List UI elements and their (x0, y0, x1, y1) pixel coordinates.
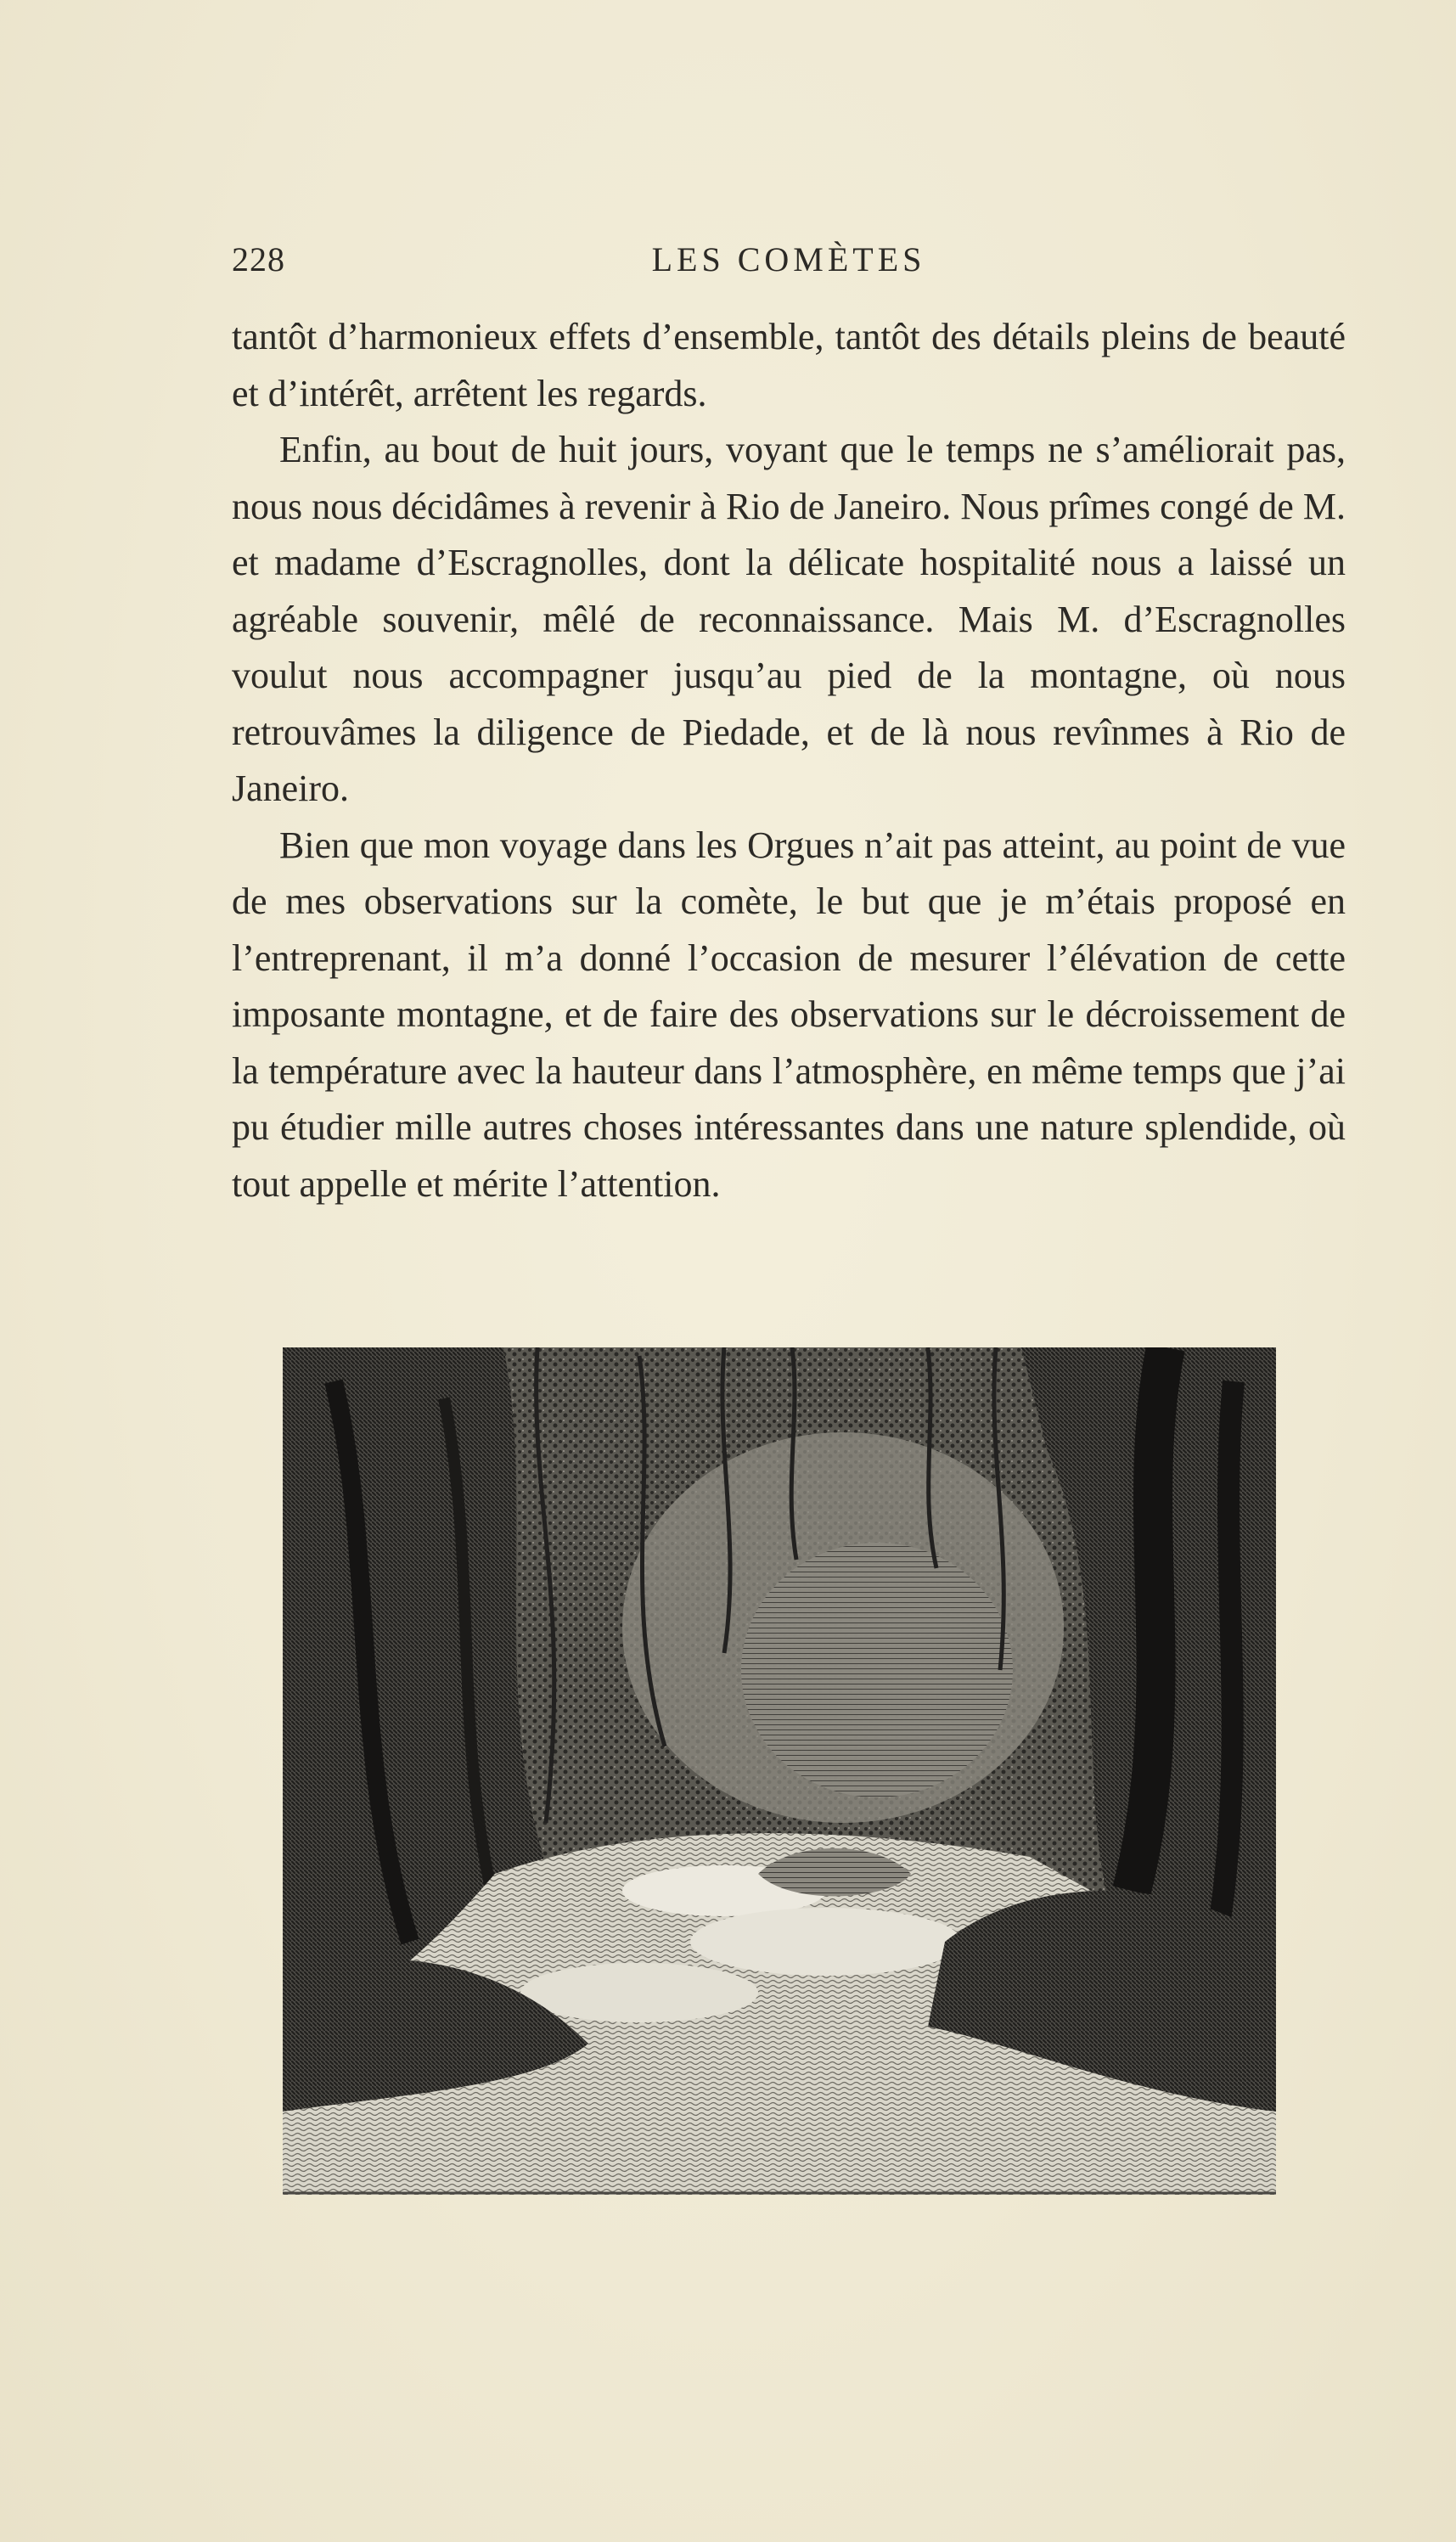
paragraph: Enfin, au bout de huit jours, voyant que le temps ne s’améliorait pas, nous nous décidâmes à revenir à Rio de Janeiro. Nous prîmes congé de M. et madame d’Escragnolles, dont la délicate hospitalité nous a laissé un agréable souvenir, mêlé de reconnaissance. Mais M. d’Escragnolles voulut nous accompagner jusqu’au pied de la montagne, où nous retrouvâmes la diligence de Piedade, et de là nous revînmes à Rio de Janeiro. (232, 429, 1346, 809)
page-number: 228 (232, 240, 285, 278)
page-header (232, 239, 1346, 282)
paragraph: Bien que mon voyage dans les Orgues n’ait pas atteint, au point de vue de mes observations sur la comète, le but que je m’étais proposé en l’entreprenant, il m’a donné l’occasion de mesurer l’élévation de cette imposante montagne, et de faire des observations sur le décroissement de la température avec la hauteur dans l’atmosphère, en même temps que j’ai pu étudier mille autres choses intéressantes dans une nature splendide, où tout appelle et mérite l’attention. (232, 824, 1346, 1205)
running-title: LES COMÈTES (651, 240, 926, 278)
forest-stream-engraving (283, 1347, 1276, 2195)
engraving-illustration (283, 1347, 1276, 2195)
paragraph-continuation: tantôt d’harmonieux effets d’ensemble, tantôt des détails pleins de beauté et d’intérêt, arrêtent les regards. (232, 316, 1346, 414)
body-text (232, 309, 1346, 1212)
